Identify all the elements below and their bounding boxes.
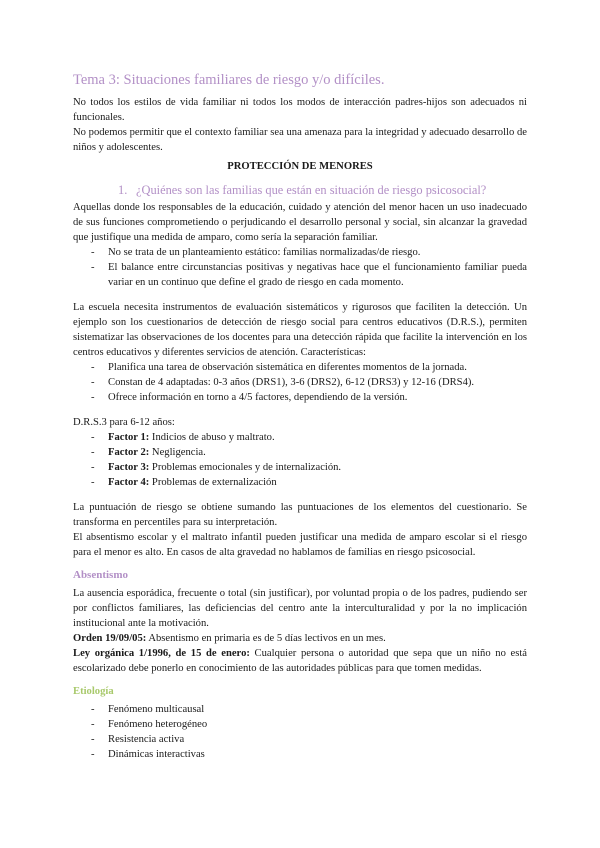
list-item: - Factor 3: Problemas emocionales y de internalización.: [73, 460, 527, 475]
list-item: - Fenómeno multicausal: [73, 702, 527, 717]
etiologia-heading: Etiología: [73, 686, 114, 697]
list-item: - Factor 1: Indicios de abuso y maltrato.: [73, 430, 527, 445]
drs-intro: D.R.S.3 para 6-12 años:: [73, 417, 175, 428]
characteristics-list: [73, 360, 527, 405]
section-heading-proteccion: PROTECCIÓN DE MENORES: [227, 161, 373, 172]
orden-paragraph: Orden 19/09/05: Absentismo en primaria es de 5 días lectivos en un mes.: [73, 633, 386, 644]
document-title: Tema 3: Situaciones familiares de riesgo y/o difíciles.: [73, 72, 385, 88]
list-item: - Resistencia activa: [73, 732, 527, 747]
school-paragraph: La escuela necesita instrumentos de evaluación sistemáticos y rigurosos que faciliten la detección. Un ejemplo son los cuestionarios de detección de riesgo social para centros educativos (D.R.S.), permiten sistematizar las observaciones de los docentes para una detección rápida que facilite la intervención en los centros educativos y diferentes servicios de atención. Características:: [73, 302, 527, 358]
absentismo-heading: Absentismo: [73, 569, 129, 581]
list-item: - El balance entre circunstancias positivas y negativas hace que el funcionamiento familiar pueda variar en un continuo que define el grado de riesgo en cada momento.: [73, 260, 527, 290]
absentismo-intro-paragraph: El absentismo escolar y el maltrato infantil pueden justificar una medida de amparo escolar si el riesgo para el menor es alto. En casos de alta gravedad no hablamos de familias en riesgo psicosocial.: [73, 532, 527, 558]
list-item: - Constan de 4 adaptadas: 0-3 años (DRS1), 3-6 (DRS2), 6-12 (DRS3) y 12-16 (DRS4).: [73, 375, 527, 390]
intro-paragraph-1: No todos los estilos de vida familiar ni todos los modos de interacción padres-hijos son adecuados ni funcionales.: [73, 97, 527, 123]
ley-paragraph: Ley orgánica 1/1996, de 15 de enero: Cualquier persona o autoridad que sepa que un niño no está escolarizado debe ponerlo en conocimiento de las autoridades públicas para que tomen medidas.: [73, 648, 528, 674]
risk-list: [73, 245, 527, 290]
factor-list: [73, 430, 527, 490]
list-item: - Planifica una tarea de observación sistemática en diferentes momentos de la jornada.: [73, 360, 527, 375]
question-text: ¿Quiénes son las familias que están en situación de riesgo psicosocial?: [136, 183, 487, 197]
list-item: - Ofrece información en torno a 4/5 factores, dependiendo de la versión.: [73, 390, 527, 405]
list-item: - Dinámicas interactivas: [73, 747, 527, 762]
intro-paragraph-2: No podemos permitir que el contexto familiar sea una amenaza para la integridad y adecuado desarrollo de niños y adolescentes.: [73, 127, 527, 153]
score-paragraph: La puntuación de riesgo se obtiene sumando las puntuaciones de los elementos del cuestionario. Se transforma en percentiles para su interpretación.: [73, 502, 527, 528]
list-item: - No se trata de un planteamiento estático: familias normalizadas/de riesgo.: [73, 245, 527, 260]
etiologia-list: [73, 702, 527, 762]
list-item: - Factor 2: Negligencia.: [73, 445, 527, 460]
list-item: - Factor 4: Problemas de externalización: [73, 475, 527, 490]
question-number: 1.: [118, 183, 128, 197]
risk-families-paragraph: Aquellas donde los responsables de la educación, cuidado y atención del menor hacen un uso inadecuado de sus funciones comprometiendo o perjudicando el desarrollo personal y social, sin alcanzar la gravedad que justifique una medida de amparo, como sería la separación familiar.: [73, 202, 527, 243]
question-heading: [118, 182, 527, 198]
absentismo-definition: La ausencia esporádica, frecuente o total (sin justificar), por voluntad propia o de los padres, pudiendo ser por conflictos familiares, las deficiencias del centro ante la interculturalidad y por la no implicación institucional ante la motivación.: [73, 588, 527, 629]
list-item: - Fenómeno heterogéneo: [73, 717, 527, 732]
